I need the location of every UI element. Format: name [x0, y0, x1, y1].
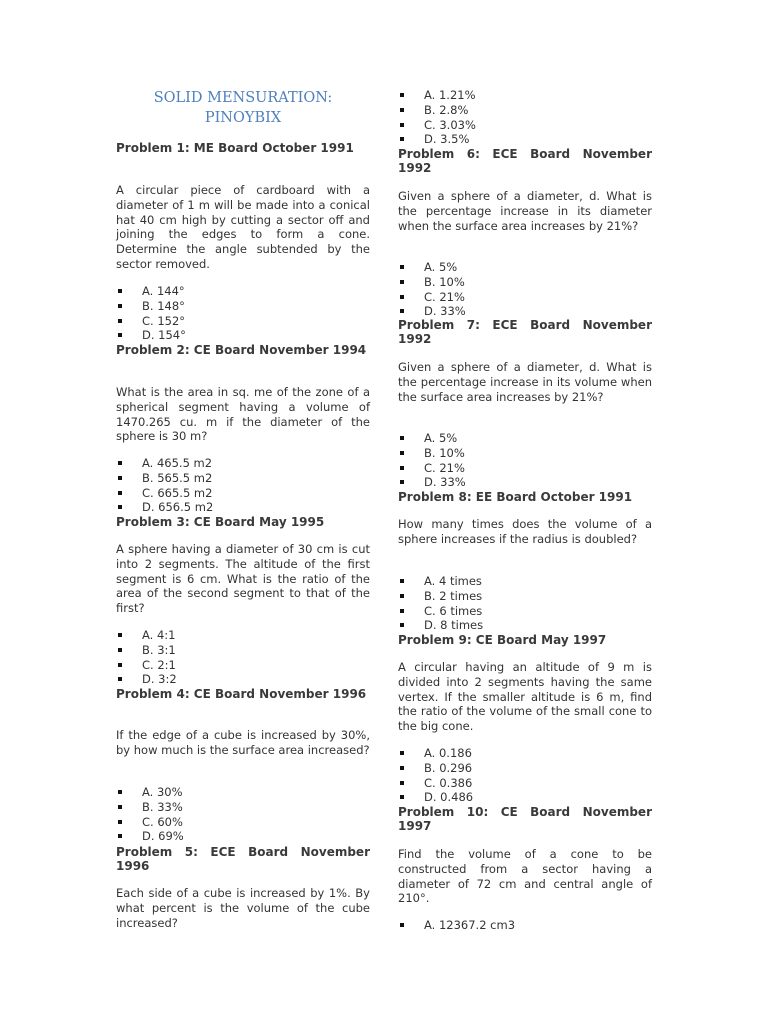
option-item [116, 800, 370, 815]
problem-9-heading: Problem 9: CE Board May 1997 [398, 633, 607, 647]
option-item [116, 486, 370, 501]
bullet-icon [400, 436, 404, 440]
option-item [398, 118, 652, 133]
problem-2-heading: Problem 2: CE Board November 1994 [116, 343, 367, 357]
bullet-icon [400, 265, 404, 269]
problem-9-text: A circular having an altitude of 9 m is divided into 2 segments having the same vertex. If the smaller altitude is 6 m, find the ratio of the volume of the small cone to the big cone. [398, 660, 652, 734]
option-label: A. 465.5 m2 [142, 456, 213, 470]
option-label: B. 10% [424, 274, 465, 289]
option-item [398, 618, 652, 633]
option-label: B. 0.296 [424, 760, 473, 775]
option-item [116, 328, 370, 343]
option-item [398, 918, 652, 933]
option-label: D. 33% [424, 475, 466, 490]
problem-4-text: If the edge of a cube is increased by 30%, by how much is the surface area increased? [116, 728, 370, 757]
bullet-icon [400, 623, 404, 627]
option-item [116, 829, 370, 844]
option-item [398, 103, 652, 118]
bullet-icon [118, 663, 122, 667]
bullet-icon [118, 476, 122, 480]
bullet-icon [400, 466, 404, 470]
bullet-icon [118, 289, 122, 293]
bullet-icon [118, 805, 122, 809]
option-label: B. 148° [142, 298, 185, 313]
option-item [398, 790, 652, 805]
bullet-icon [118, 677, 122, 681]
option-label: A. 144° [142, 284, 185, 298]
problem-6-text: Given a sphere of a diameter, d. What is the percentage increase in its diameter when the surface area increases by 21%? [398, 189, 652, 233]
problem-1-options [116, 284, 370, 343]
option-label: B. 2.8% [424, 102, 469, 117]
option-label: D. 69% [142, 829, 184, 844]
option-label: A. 1.21% [424, 88, 476, 102]
option-label: D. 8 times [424, 618, 484, 633]
option-label: A. 5% [424, 431, 458, 445]
option-label: C. 21% [424, 460, 465, 475]
option-item [116, 628, 370, 643]
bullet-icon [118, 834, 122, 838]
problem-10-options [398, 918, 652, 933]
option-item [398, 132, 652, 147]
option-item [116, 815, 370, 830]
bullet-icon [400, 781, 404, 785]
option-item [398, 260, 652, 275]
option-item [398, 574, 652, 589]
problem-8-options [398, 574, 652, 633]
option-label: C. 665.5 m2 [142, 485, 213, 500]
option-label: D. 3.5% [424, 132, 470, 147]
option-item [398, 475, 652, 490]
option-label: D. 33% [424, 304, 466, 319]
problem-4-heading: Problem 4: CE Board November 1996 [116, 687, 367, 701]
bullet-icon [400, 766, 404, 770]
option-label: B. 2 times [424, 588, 483, 603]
problem-2-text: What is the area in sq. me of the zone of a spherical segment having a volume of 1470.265 cu. m if the diameter of the sphere is 30 m? [116, 385, 370, 444]
option-label: B. 3:1 [142, 642, 176, 657]
option-item [398, 88, 652, 103]
problem-7-text: Given a sphere of a diameter, d. What is the percentage increase in its volume when the surface area increases by 21%? [398, 360, 652, 404]
option-label: A. 4 times [424, 574, 482, 588]
option-label: A. 30% [142, 785, 183, 799]
bullet-icon [400, 795, 404, 799]
problem-10-heading: Problem 10: CE Board November 1997 [398, 805, 652, 833]
problem-5-options [398, 88, 652, 147]
option-label: A. 0.186 [424, 746, 472, 760]
option-label: C. 3.03% [424, 117, 476, 132]
bullet-icon [118, 633, 122, 637]
bullet-icon [400, 609, 404, 613]
problem-6-options [398, 260, 652, 319]
option-label: C. 60% [142, 814, 183, 829]
option-item [116, 471, 370, 486]
option-item [398, 746, 652, 761]
bullet-icon [118, 491, 122, 495]
problem-5-heading: Problem 5: ECE Board November 1996 [116, 845, 370, 873]
problem-10-text: Find the volume of a cone to be constructed from a sector having a diameter of 72 cm and central angle of 210°. [398, 847, 652, 906]
problem-3-heading: Problem 3: CE Board May 1995 [116, 515, 325, 529]
bullet-icon [400, 480, 404, 484]
bullet-icon [118, 648, 122, 652]
bullet-icon [118, 319, 122, 323]
problem-3-options [116, 628, 370, 687]
option-item [398, 290, 652, 305]
problem-5-text: Each side of a cube is increased by 1%. By what percent is the volume of the cube increased? [116, 886, 370, 930]
option-label: D. 656.5 m2 [142, 500, 214, 515]
option-item [116, 314, 370, 329]
option-label: A. 4:1 [142, 628, 176, 642]
problem-3-text: A sphere having a diameter of 30 cm is cut into 2 segments. The altitude of the first segment is 6 cm. What is the ratio of the area of the second segment to that of the first? [116, 542, 370, 616]
bullet-icon [400, 137, 404, 141]
bullet-icon [400, 309, 404, 313]
option-label: D. 0.486 [424, 790, 474, 805]
option-item [398, 431, 652, 446]
problem-2-options [116, 456, 370, 515]
option-item [398, 304, 652, 319]
problem-1-heading: Problem 1: ME Board October 1991 [116, 141, 354, 155]
option-item [116, 672, 370, 687]
option-label: A. 12367.2 cm3 [424, 918, 516, 932]
bullet-icon [400, 295, 404, 299]
problem-8-heading: Problem 8: EE Board October 1991 [398, 490, 633, 504]
option-item [398, 461, 652, 476]
option-item [116, 456, 370, 471]
option-item [398, 589, 652, 604]
bullet-icon [400, 594, 404, 598]
option-item [398, 761, 652, 776]
problem-8-text: How many times does the volume of a sphere increases if the radius is doubled? [398, 517, 652, 546]
bullet-icon [400, 280, 404, 284]
option-item [398, 604, 652, 619]
option-item [398, 776, 652, 791]
document-title: SOLID MENSURATION: PINOYBIX [153, 90, 333, 126]
option-label: D. 154° [142, 328, 186, 343]
bullet-icon [118, 461, 122, 465]
bullet-icon [400, 451, 404, 455]
option-item [116, 643, 370, 658]
option-item [116, 500, 370, 515]
bullet-icon [118, 790, 122, 794]
problem-7-heading: Problem 7: ECE Board November 1992 [398, 318, 652, 346]
option-label: B. 565.5 m2 [142, 470, 213, 485]
bullet-icon [118, 505, 122, 509]
problem-1-text: A circular piece of cardboard with a diameter of 1 m will be made into a conical hat 40 cm high by cutting a sector off and joining the edges to form a cone. Determine the angle subtended by the sector removed. [116, 183, 370, 271]
option-item [398, 275, 652, 290]
bullet-icon [400, 123, 404, 127]
option-label: B. 10% [424, 445, 465, 460]
problem-7-options [398, 431, 652, 490]
option-label: C. 0.386 [424, 775, 473, 790]
bullet-icon [400, 108, 404, 112]
bullet-icon [118, 820, 122, 824]
problem-9-options [398, 746, 652, 805]
problem-6-heading: Problem 6: ECE Board November 1992 [398, 147, 652, 175]
option-label: C. 21% [424, 289, 465, 304]
option-label: A. 5% [424, 260, 458, 274]
option-label: B. 33% [142, 799, 183, 814]
problem-4-options [116, 785, 370, 844]
option-item [116, 658, 370, 673]
bullet-icon [400, 751, 404, 755]
bullet-icon [400, 923, 404, 927]
option-label: D. 3:2 [142, 672, 177, 687]
bullet-icon [118, 333, 122, 337]
bullet-icon [400, 93, 404, 97]
problem-1 [116, 141, 370, 155]
bullet-icon [118, 304, 122, 308]
option-label: C. 6 times [424, 603, 483, 618]
option-item [398, 446, 652, 461]
option-item [116, 785, 370, 800]
option-item [116, 284, 370, 299]
option-label: C. 2:1 [142, 657, 176, 672]
bullet-icon [400, 579, 404, 583]
option-item [116, 299, 370, 314]
option-label: C. 152° [142, 313, 186, 328]
